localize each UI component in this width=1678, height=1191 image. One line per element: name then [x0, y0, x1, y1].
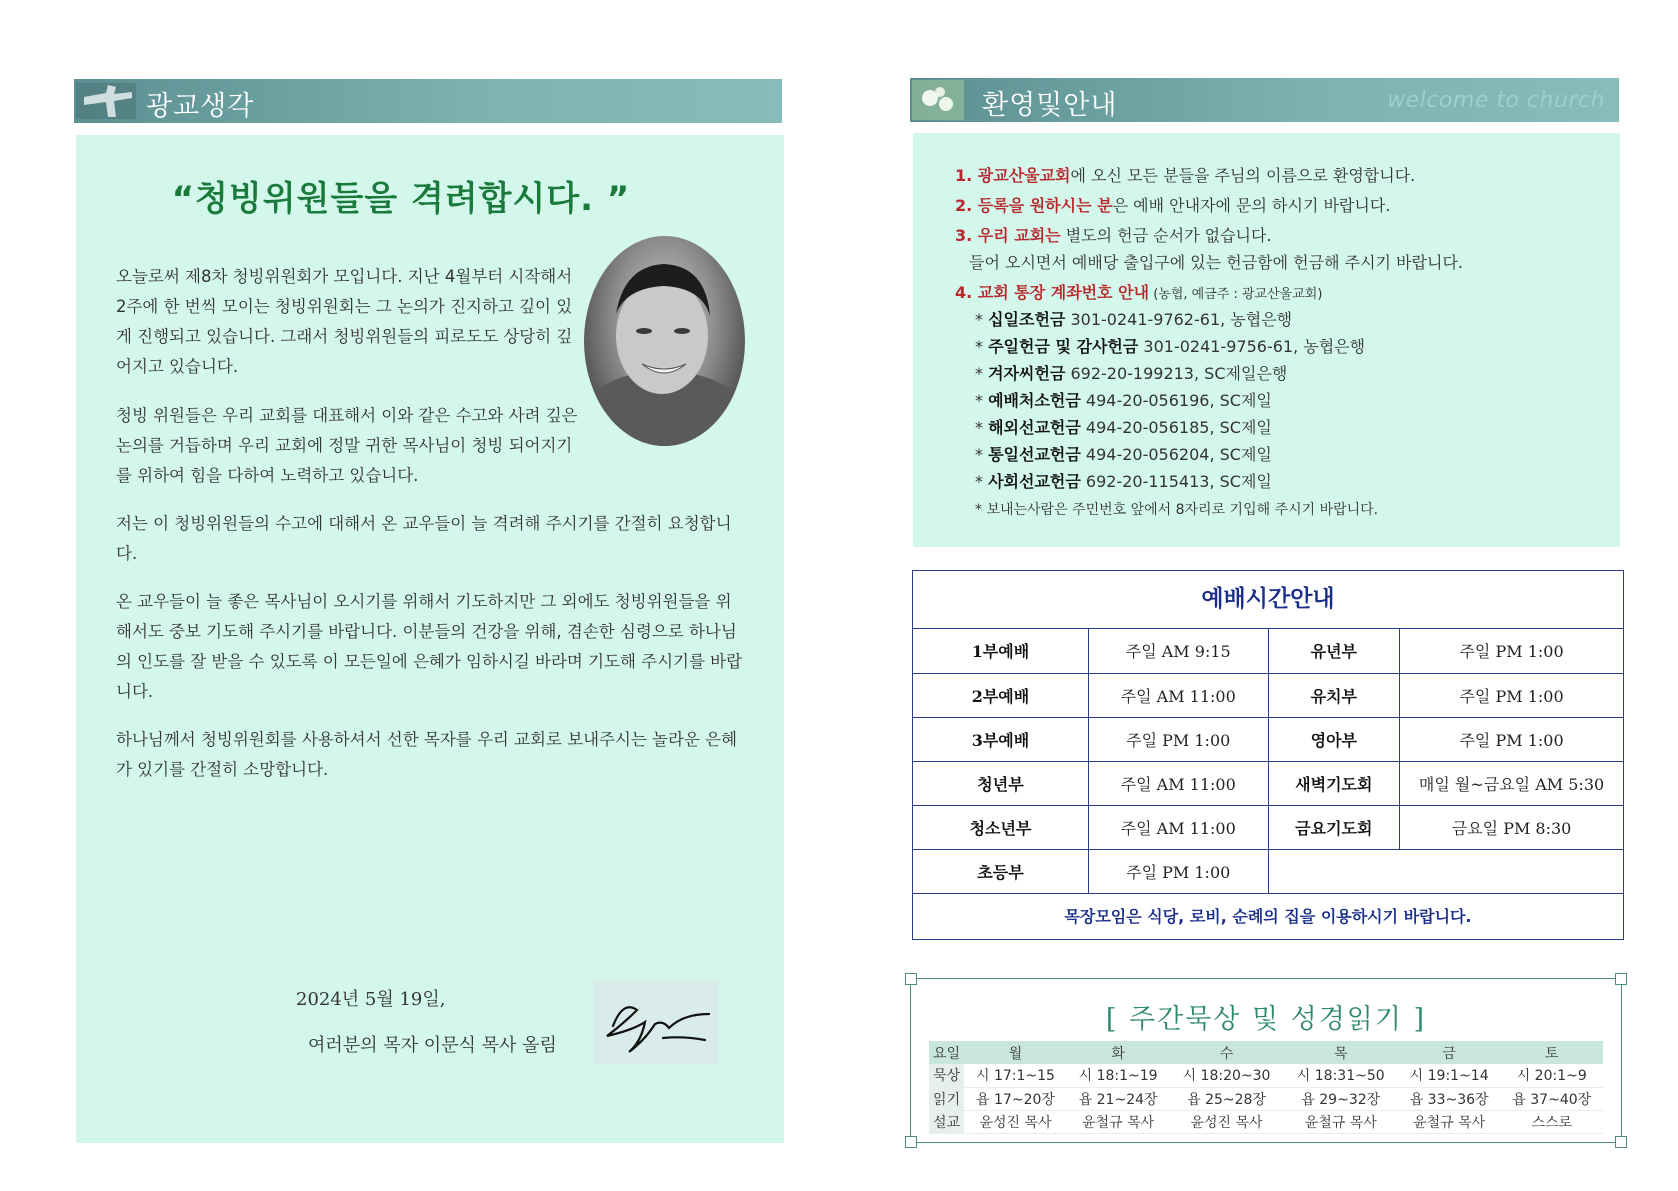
table-header-cell: 수 [1169, 1041, 1283, 1064]
table-cell: 시 20:1~9 [1500, 1064, 1603, 1087]
table-row [929, 1064, 1603, 1087]
table-row [913, 805, 1623, 849]
table-cell-empty [1268, 849, 1623, 893]
right-header-bar [910, 78, 1619, 122]
schedule-table [913, 629, 1623, 894]
table-cell: 청년부 [913, 761, 1088, 805]
table-cell: 욥 25~28장 [1169, 1087, 1283, 1110]
table-cell: 읽기 [929, 1087, 964, 1110]
table-cell: 금요기도회 [1268, 805, 1400, 849]
table-cell: 윤철규 목사 [1284, 1110, 1398, 1133]
corner-ornament [1615, 1136, 1627, 1148]
welcome-script-text: welcome to church [1387, 88, 1605, 113]
account-line: * 해외선교헌금 494-20-056185, SC제일 [975, 418, 1272, 437]
letter-paragraph: 저는 이 청빙위원들의 수고에 대해서 온 교우들이 늘 격려해 주시기를 간절히 요청합니다. [116, 514, 732, 563]
flower-icon [912, 80, 964, 120]
account-line: * 통일선교헌금 494-20-056204, SC제일 [975, 445, 1272, 464]
table-cell: 윤성진 목사 [964, 1110, 1067, 1133]
table-row [913, 849, 1623, 893]
corner-ornament [905, 1136, 917, 1148]
welcome-item: 1. 광교산울교회에 오신 모든 분들을 주님의 이름으로 환영합니다. [955, 166, 1416, 185]
worship-schedule [912, 570, 1624, 940]
letter-paragraph: 오늘로써 제8차 청빙위원회가 모입니다. 지난 4월부터 시작해서 2주에 한 번씩 모이는 청빙위원회는 그 논의가 진지하고 깊이 있게 진행되고 있습니다. 그래서 청빙위원들의 피로도도 상당히 깊어지고 있습니다. [116, 267, 573, 376]
table-cell: 주일 AM 9:15 [1088, 629, 1268, 673]
table-cell: 윤철규 목사 [1398, 1110, 1501, 1133]
welcome-item-sub: 들어 오시면서 예배당 출입구에 있는 헌금함에 헌금해 주시기 바랍니다. [969, 253, 1463, 272]
table-row [913, 673, 1623, 717]
left-header-title: 광교생각 [146, 91, 255, 122]
right-header-title: 환영및안내 [982, 90, 1118, 121]
table-cell: 새벽기도회 [1268, 761, 1400, 805]
table-cell: 시 18:20~30 [1169, 1064, 1283, 1087]
pastor-letter [76, 135, 784, 1143]
account-line: * 주일헌금 및 감사헌금 301-0241-9756-61, 농협은행 [975, 337, 1366, 356]
weekly-title: [ 주간묵상 및 성경읽기 ] [1105, 1004, 1427, 1035]
table-row [929, 1087, 1603, 1110]
table-cell: 금요일 PM 8:30 [1400, 805, 1623, 849]
table-cell: 설교 [929, 1110, 964, 1133]
cross-icon [76, 83, 136, 119]
table-cell: 욥 17~20장 [964, 1087, 1067, 1110]
letter-signoff: 여러분의 목자 이문식 목사 올림 [308, 1035, 557, 1056]
table-cell: 주일 PM 1:00 [1400, 717, 1623, 761]
table-cell: 주일 PM 1:00 [1400, 673, 1623, 717]
table-cell: 스스로 [1500, 1110, 1603, 1133]
account-line: * 사회선교헌금 692-20-115413, SC제일 [975, 472, 1272, 491]
table-header-cell: 금 [1398, 1041, 1501, 1064]
table-cell: 초등부 [913, 849, 1088, 893]
welcome-item: 3. 우리 교회는 별도의 헌금 순서가 없습니다. [955, 226, 1272, 245]
schedule-footer: 목장모임은 식당, 로비, 순례의 집을 이용하시기 바랍니다. [913, 893, 1623, 939]
table-cell: 유치부 [1268, 673, 1400, 717]
account-line: * 십일조헌금 301-0241-9762-61, 농협은행 [975, 310, 1293, 329]
table-row [929, 1110, 1603, 1133]
account-line: * 예배처소헌금 494-20-056196, SC제일 [975, 391, 1272, 410]
table-cell: 매일 월~금요일 AM 5:30 [1400, 761, 1623, 805]
table-header-cell: 요일 [929, 1041, 964, 1064]
table-cell: 윤성진 목사 [1169, 1110, 1283, 1133]
table-cell: 주일 PM 1:00 [1088, 849, 1268, 893]
letter-date: 2024년 5월 19일, [296, 989, 446, 1010]
welcome-item: 4. 교회 통장 계좌번호 안내 (농협, 예금주 : 광교산울교회) [955, 283, 1323, 302]
table-header-cell: 목 [1284, 1041, 1398, 1064]
table-cell: 시 17:1~15 [964, 1064, 1067, 1087]
table-cell: 청소년부 [913, 805, 1088, 849]
table-cell: 3부예배 [913, 717, 1088, 761]
table-cell: 2부예배 [913, 673, 1088, 717]
pastor-portrait [584, 236, 745, 446]
welcome-info-box [913, 133, 1620, 547]
table-header-cell: 토 [1500, 1041, 1603, 1064]
weekly-table [929, 1041, 1603, 1134]
weekly-reading-box [910, 978, 1622, 1143]
table-row [913, 629, 1623, 673]
table-cell: 주일 PM 1:00 [1400, 629, 1623, 673]
letter-paragraph: 하나님께서 청빙위원회를 사용하셔서 선한 목자를 우리 교회로 보내주시는 놀라운 은혜가 있기를 간절히 소망합니다. [116, 730, 738, 779]
left-header-bar [74, 79, 782, 123]
table-cell: 욥 21~24장 [1067, 1087, 1170, 1110]
account-line: * 겨자씨헌금 692-20-199213, SC제일은행 [975, 364, 1288, 383]
table-cell: 욥 37~40장 [1500, 1087, 1603, 1110]
table-row [913, 761, 1623, 805]
table-cell: 영아부 [1268, 717, 1400, 761]
table-cell: 윤철규 목사 [1067, 1110, 1170, 1133]
corner-ornament [905, 973, 917, 985]
corner-ornament [1615, 973, 1627, 985]
table-cell: 유년부 [1268, 629, 1400, 673]
table-header-cell: 월 [964, 1041, 1067, 1064]
welcome-item: 2. 등록을 원하시는 분은 예배 안내자에 문의 하시기 바랍니다. [955, 196, 1391, 215]
table-cell: 욥 29~32장 [1284, 1087, 1398, 1110]
handwritten-signature [593, 980, 719, 1064]
table-cell: 시 18:1~19 [1067, 1064, 1170, 1087]
table-cell: 주일 AM 11:00 [1088, 673, 1268, 717]
letter-paragraph: 청빙 위원들은 우리 교회를 대표해서 이와 같은 수고와 사려 깊은 논의를 거듭하며 우리 교회에 정말 귀한 목사님이 청빙 되어지기를 위하여 힘을 다하여 노력하고 있습니다. [116, 406, 578, 485]
table-cell: 욥 33~36장 [1398, 1087, 1501, 1110]
table-cell: 시 18:31~50 [1284, 1064, 1398, 1087]
letter-headline: “청빙위원들을 격려합시다. ” [171, 179, 631, 219]
table-header-cell: 화 [1067, 1041, 1170, 1064]
table-cell: 주일 AM 11:00 [1088, 805, 1268, 849]
table-cell: 1부예배 [913, 629, 1088, 673]
account-footnote: * 보내는사람은 주민번호 앞에서 8자리로 기입해 주시기 바랍니다. [975, 502, 1379, 518]
table-cell: 시 19:1~14 [1398, 1064, 1501, 1087]
schedule-title: 예배시간안내 [913, 571, 1623, 629]
letter-paragraph: 온 교우들이 늘 좋은 목사님이 오시기를 위해서 기도하지만 그 외에도 청빙위원들을 위해서도 중보 기도해 주시기를 바랍니다. 이분들의 건강을 위해, 겸손한 심령으로 하나님의 인도를 잘 받을 수 있도록 이 모든일에 은혜가 임하시길 바라며 기도해 주시기를 바랍니다. [116, 592, 743, 701]
table-cell: 묵상 [929, 1064, 964, 1087]
table-cell: 주일 PM 1:00 [1088, 717, 1268, 761]
table-row [913, 717, 1623, 761]
table-header-row [929, 1041, 1603, 1064]
table-cell: 주일 AM 11:00 [1088, 761, 1268, 805]
